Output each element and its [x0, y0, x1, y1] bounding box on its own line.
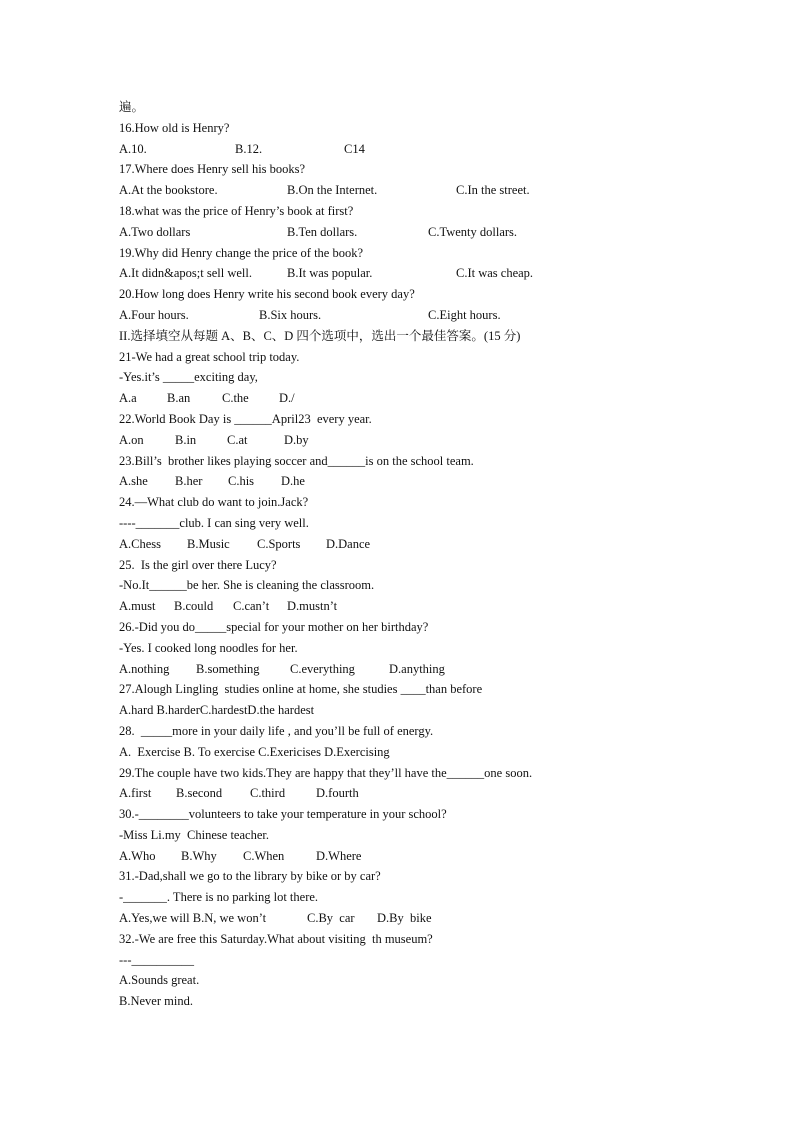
answer-option: C.the	[222, 391, 249, 406]
text-line: 28. _____more in your daily life , and you’ll be full of energy.	[119, 723, 434, 738]
answer-option: B.Music	[187, 536, 230, 551]
text-line: 31.-Dad,shall we go to the library by bike or by car?	[119, 869, 381, 884]
answer-option: B.in	[175, 432, 197, 447]
answer-option: C.his	[228, 474, 255, 489]
answer-options	[119, 430, 679, 451]
answer-option: A.Chess	[119, 536, 162, 551]
answer-option: C.Eight hours.	[428, 307, 501, 322]
answer-option: A.Yes,we will B.N, we won’t	[119, 911, 267, 926]
answer-options	[119, 783, 679, 804]
answer-option: A.first	[119, 786, 152, 801]
answer-option: A.must	[119, 599, 156, 614]
text-line: 16.How old is Henry?	[119, 120, 230, 135]
text-line: 18.what was the price of Henry’s book at first?	[119, 203, 354, 218]
answer-option: B.Why	[181, 848, 217, 863]
answer-option: D./	[279, 391, 295, 406]
answer-option: A.on	[119, 432, 144, 447]
answer-option: D.he	[281, 474, 305, 489]
answer-option: C.It was cheap.	[456, 266, 534, 281]
answer-option: C.Twenty dollars.	[428, 224, 518, 239]
answer-option: D.fourth	[316, 786, 359, 801]
answer-options	[119, 139, 679, 160]
answer-options	[119, 263, 679, 284]
text-line: 32.-We are free this Saturday.What about visiting th museum?	[119, 931, 433, 946]
text-line: 遍。	[119, 100, 145, 114]
answer-option: A.Four hours.	[119, 307, 189, 322]
answer-option: B.Ten dollars.	[287, 224, 358, 239]
document-body	[119, 97, 679, 1012]
answer-options	[119, 846, 679, 867]
text-line: 17.Where does Henry sell his books?	[119, 162, 306, 177]
answer-option: A.Two dollars	[119, 224, 191, 239]
answer-option: B.something	[196, 661, 260, 676]
text-line: 20.How long does Henry write his second book every day?	[119, 287, 415, 302]
answer-option: A.a	[119, 391, 137, 406]
answer-option: A.nothing	[119, 661, 170, 676]
answer-option: A.Who	[119, 848, 156, 863]
answer-option: D.by	[284, 432, 309, 447]
answer-option: C.When	[243, 848, 285, 863]
answer-option: B.On the Internet.	[287, 183, 378, 198]
text-line: 21-We had a great school trip today.	[119, 349, 300, 364]
answer-options	[119, 659, 679, 680]
text-line: -Yes. I cooked long noodles for her.	[119, 640, 298, 655]
answer-option: C.at	[227, 432, 248, 447]
answer-option: B.second	[176, 786, 223, 801]
answer-option: B.Six hours.	[259, 307, 322, 322]
answer-options	[119, 471, 679, 492]
answer-option: C.By car	[307, 911, 355, 926]
text-line: 29.The couple have two kids.They are happy that they’ll have the______one soon.	[119, 765, 533, 780]
text-line: 30.-________volunteers to take your temperature in your school?	[119, 807, 447, 822]
text-line: 23.Bill’s brother likes playing soccer and______is on the school team.	[119, 453, 474, 468]
text-line: ----_______club. I can sing very well.	[119, 515, 309, 530]
answer-option: D.anything	[389, 661, 445, 676]
text-line: 22.World Book Day is ______April23 every year.	[119, 411, 372, 426]
text-line: -Miss Li.my Chinese teacher.	[119, 827, 269, 842]
answer-options	[119, 305, 679, 326]
text-line: ---__________	[119, 952, 194, 967]
answer-option: B.could	[174, 599, 214, 614]
answer-option: A.she	[119, 474, 148, 489]
text-line: A.Sounds great.	[119, 973, 200, 988]
answer-options	[119, 908, 679, 929]
text-line: II.选择填空从每题 A、B、C、D 四个选项中，选出一个最佳答案。(15 分)	[119, 328, 521, 343]
answer-options	[119, 388, 679, 409]
text-line: A. Exercise B. To exercise C.Exericises D.Exercising	[119, 744, 390, 759]
answer-option: A.At the bookstore.	[119, 183, 218, 198]
answer-option: D.mustn’t	[287, 599, 338, 614]
answer-option: D.Where	[316, 848, 362, 863]
text-line: 24.—What club do want to join.Jack?	[119, 495, 309, 510]
answer-option: C.third	[250, 786, 286, 801]
answer-option: C.can’t	[233, 599, 270, 614]
answer-option: A.It didn&apos;t sell well.	[119, 266, 252, 281]
answer-options	[119, 534, 679, 555]
text-line: -_______. There is no parking lot there.	[119, 890, 319, 905]
answer-option: C.Sports	[257, 536, 301, 551]
text-line: 26.-Did you do_____special for your mother on her birthday?	[119, 619, 429, 634]
answer-option: C.In the street.	[456, 183, 530, 198]
text-line: 27.Alough Lingling studies online at home, she studies ____than before	[119, 682, 483, 697]
answer-option: B.12.	[235, 141, 263, 156]
answer-option: B.an	[167, 391, 191, 406]
answer-option: B.It was popular.	[287, 266, 373, 281]
text-line: -No.It______be her. She is cleaning the classroom.	[119, 578, 375, 593]
answer-option: D.By bike	[377, 911, 432, 926]
answer-option: C.everything	[290, 661, 355, 676]
text-line: A.hard B.harderC.hardestD.the hardest	[119, 703, 315, 718]
answer-option: A.10.	[119, 141, 147, 156]
text-line: 25. Is the girl over there Lucy?	[119, 557, 277, 572]
text-line: B.Never mind.	[119, 994, 193, 1009]
text-line: -Yes.it’s _____exciting day,	[119, 370, 258, 385]
answer-options	[119, 180, 679, 201]
text-line: 19.Why did Henry change the price of the book?	[119, 245, 364, 260]
answer-option: B.her	[175, 474, 203, 489]
answer-options	[119, 222, 679, 243]
answer-option: C14	[344, 141, 365, 156]
answer-options	[119, 596, 679, 617]
answer-option: D.Dance	[326, 536, 371, 551]
